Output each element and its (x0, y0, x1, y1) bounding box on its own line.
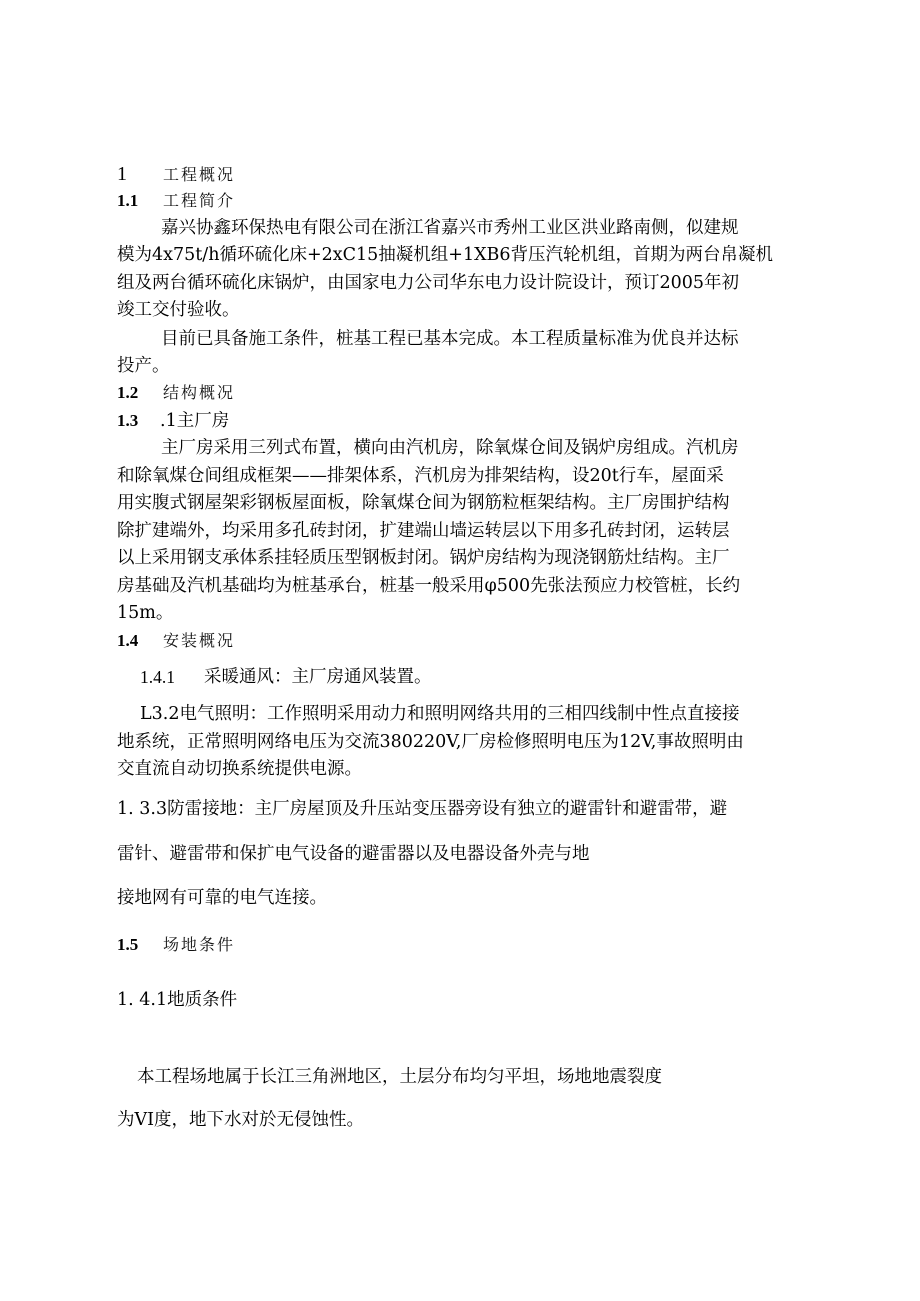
paragraph-line: 本工程场地属于长江三角洲地区，土层分布均匀平坦，场地地震裂度 (137, 1067, 662, 1087)
subsection-1-5-1: 1. 4.1地质条件 (117, 990, 238, 1010)
section-1-1-title: 工程简介 (163, 191, 236, 210)
section-1-5-title: 场地条件 (163, 935, 236, 954)
paragraph-line: L3.2电气照明：工作照明采用动力和照明网络共用的三相四线制中性点直接接 (140, 704, 740, 724)
paragraph-line: 竣工交付验收。 (117, 300, 240, 320)
paragraph-line: 主厂房采用三列式布置，横向由汽机房，除氧煤仓间及锅炉房组成。汽机房 (161, 438, 739, 458)
paragraph-line: 房基础及汽机基础均为桩基承台，桩基一般采用φ500先张法预应力校管桩，长约 (117, 576, 741, 596)
paragraph-line: 以上采用钢支承体系挂轻质压型钢板封闭。锅炉房结构为现浇钢筋灶结构。主厂 (117, 548, 730, 568)
paragraph-line: 组及两台循环硫化床锅炉，由国家电力公司华东电力设计院设计，预订2005年初 (117, 273, 740, 293)
paragraph-line: 交直流自动切换系统提供电源。 (117, 759, 362, 779)
section-1-5-number: 1.5 (117, 935, 139, 954)
paragraph-line: 地系统，正常照明网络电压为交流380220V,厂房检修照明电压为12V,事故照明由 (117, 732, 744, 752)
paragraph-line: 投产。 (117, 356, 170, 376)
paragraph-line: 接地网有可靠的电气连接。 (117, 888, 327, 908)
paragraph-line: 1. 3.3防雷接地：主厂房屋顶及升压站变压器旁设有独立的避雷针和避雷带，避 (117, 799, 728, 819)
paragraph-line: 用实腹式钢屋架彩钢板屋面板，除氧煤仓间为钢筋粒框架结构。主厂房围护结构 (117, 493, 730, 513)
paragraph-line: 嘉兴协鑫环保热电有限公司在浙江省嘉兴市秀州工业区洪业路南侧，似建规 (161, 218, 739, 238)
section-1-1-number: 1.1 (117, 191, 139, 210)
section-1-3-number: 1.3 (117, 411, 139, 430)
section-1-4-title: 安装概况 (163, 631, 236, 650)
section-1-4-number: 1.4 (117, 631, 139, 650)
paragraph-line: 雷针、避雷带和保扩电气设备的避雷器以及电器设备外壳与地 (117, 844, 590, 864)
section-1-title: 工程概况 (163, 165, 236, 184)
item-1-4-1-number: 1.4.1 (140, 667, 175, 687)
section-1-number: 1 (117, 163, 127, 185)
section-1-3-title: .1主厂房 (160, 411, 230, 431)
section-1-2-title: 结构概况 (163, 383, 236, 402)
item-1-4-1-text: 采暖通风：主厂房通风装置。 (204, 667, 432, 687)
paragraph-line: 15m。 (117, 603, 174, 623)
paragraph-line: 目前已具备施工条件，桩基工程已基本完成。本工程质量标准为优良并达标 (161, 329, 739, 349)
paragraph-line: 除扩建端外，均采用多孔砖封闭，扩建端山墙运转层以下用多孔砖封闭，运转层 (117, 521, 730, 541)
paragraph-line: 和除氧煤仓间组成框架——排架体系，汽机房为排架结构，设20t行车，屋面采 (117, 466, 724, 486)
section-1-2-number: 1.2 (117, 383, 139, 402)
paragraph-line: 模为4x75t/h循环硫化床+2xC15抽凝机组+1XB6背压汽轮机组，首期为两台帛凝机 (117, 245, 774, 265)
paragraph-line: 为VI度，地下水对於无侵蚀性。 (117, 1110, 365, 1130)
